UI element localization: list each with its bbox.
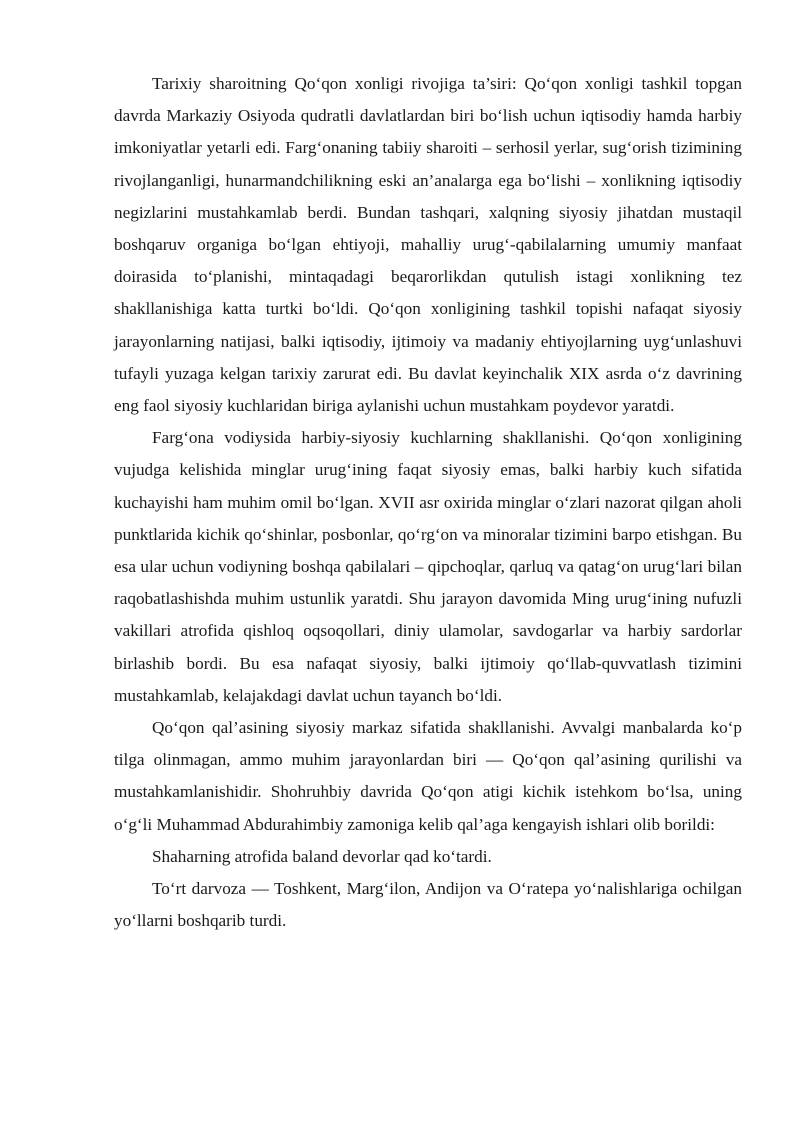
paragraph-city-walls: Shaharning atrofida baland devorlar qad ko‘tardi.	[152, 846, 492, 866]
paragraph-historical-conditions: Tarixiy sharoitning Qo‘qon xonligi rivojiga ta’siri: Qo‘qon xonligi tashkil topgan davrda Markaziy Osiyoda qudratli davlatlardan biri bo‘lish uchun iqtisodiy hamda harbiy imkoniyatlar yetarli edi. Farg‘onaning tabiiy sharoiti – serhosil yerlar, sug‘orish tizimining rivojlanganligi, hunarmandchilikning eski an’analarga ega bo‘lishi – xonlikning iqtisodiy negizlarini mustahkamlab berdi. Bundan tashqari, xalqning siyosiy jihatdan mustaqil boshqaruv organiga bo‘lgan ehtiyoji, mahalliy urug‘-qabilalarning umumiy manfaat doirasida to‘planishi, mintaqadagi beqarorlikdan qutulish istagi xonlikning tez shakllanishiga katta turtki bo‘ldi. Qo‘qon xonligining tashkil topishi nafaqat siyosiy jarayonlarning natijasi, balki iqtisodiy, ijtimoiy va madaniy ehtiyojlarning uyg‘unlashuvi tufayli yuzaga kelgan tarixiy zarurat edi. Bu davlat keyinchalik XIX asrda o‘z davrining eng faol siyosiy kuchlaridan biriga aylanishi uchun mustahkam poydevor yaratdi.	[114, 74, 742, 416]
paragraph-kokand-fortress: Qo‘qon qal’asining siyosiy markaz sifatida shakllanishi. Avvalgi manbalarda ko‘p tilga olinmagan, ammo muhim jarayonlardan biri — Qo‘qon qal’asining qurilishi va mustahkamlanishidir. Shohruhbiy davrida Qo‘qon atigi kichik istehkom bo‘lsa, uning o‘g‘li Muhammad Abdurahimbiy zamoniga kelib qal’aga kengayish ishlari olib borildi:	[114, 718, 742, 834]
paragraph-military-political-forces: Farg‘ona vodiysida harbiy-siyosiy kuchlarning shakllanishi. Qo‘qon xonligining vujudga kelishida minglar urug‘ining faqat siyosiy emas, balki harbiy kuch sifatida kuchayishi ham muhim omil bo‘lgan. XVII asr oxirida minglar o‘zlari nazorat qilgan aholi punktlarida kichik qo‘shinlar, posbonlar, qo‘rg‘on va minoralar tizimini barpo etishgan. Bu esa ular uchun vodiyning boshqa qabilalari – qipchoqlar, qarluq va qatag‘on urug‘lari bilan raqobatlashishda muhim ustunlik yaratdi. Shu jarayon davomida Ming urug‘ining nufuzli vakillari atrofida qishloq oqsoqollari, diniy ulamolar, savdogarlar va harbiy sardorlar birlashib bordi. Bu esa nafaqat siyosiy, balki ijtimoiy qo‘llab-quvvatlash tizimini mustahkamlab, kelajakdagi davlat uchun tayanch bo‘ldi.	[114, 428, 742, 705]
paragraph-four-gates: To‘rt darvoza — Toshkent, Marg‘ilon, Andijon va O‘ratepa yo‘nalishlariga ochilgan yo‘llarni boshqarib turdi.	[114, 879, 742, 931]
document-page	[114, 68, 742, 937]
